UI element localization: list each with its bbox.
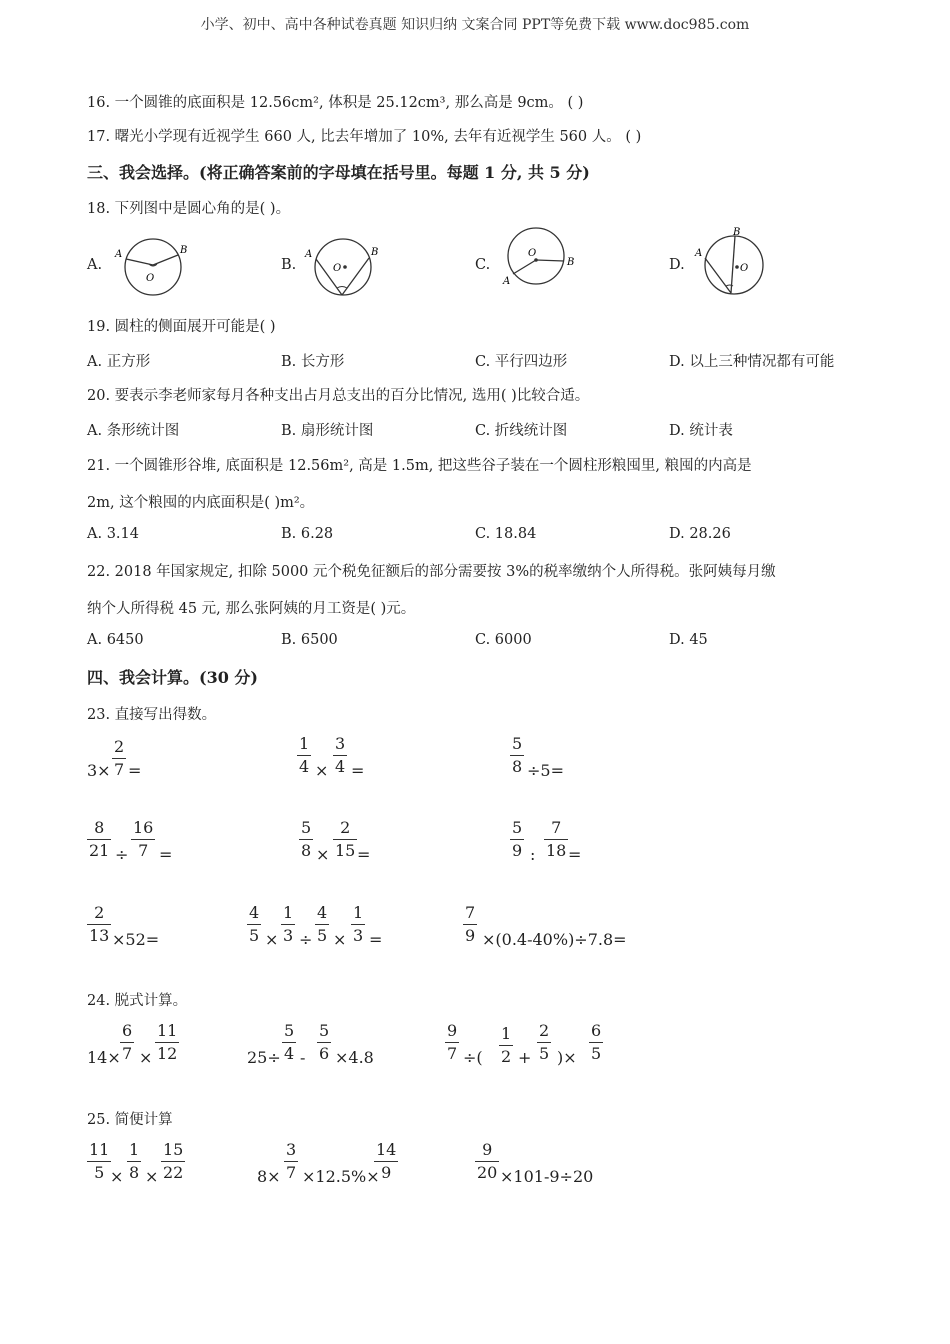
q22-option-a: A. 6450 [87, 632, 144, 648]
fraction: $\frac{6}{5}$ [591, 1021, 602, 1063]
q18-option-a: A. [87, 257, 103, 273]
fraction: $\frac{5}{8}$ [301, 818, 312, 860]
circle-figure-a [108, 234, 198, 304]
fraction: $\frac{5}{6}$ [319, 1021, 330, 1063]
expr-text: = [159, 845, 173, 864]
q21-option-b: B. 6.28 [281, 526, 334, 542]
expr-text: 14× [87, 1048, 121, 1067]
expr-text: × [265, 930, 279, 949]
q21-option-a: A. 3.14 [87, 526, 139, 542]
question-20: 20. 要表示李老师家每月各种支出占月总支出的百分比情况, 选用( )比较合适。 [87, 388, 590, 404]
fraction: $\frac{5}{8}$ [512, 734, 523, 776]
q21-option-c: C. 18.84 [475, 526, 537, 542]
fraction: $\frac{16}{7}$ [133, 818, 154, 860]
expr-text: × [333, 930, 347, 949]
fraction: $\frac{3}{4}$ [335, 734, 346, 776]
section-4-title: 四、我会计算。(30 分) [87, 668, 258, 687]
fraction: $\frac{7}{18}$ [546, 818, 567, 860]
question-21-line2: 2m, 这个粮囤的内底面积是( )m²。 [87, 495, 315, 511]
expr-text: = [128, 761, 142, 780]
expr-text: : [530, 845, 536, 864]
expr-text: ×52= [112, 930, 160, 949]
expr-text: ÷ [115, 845, 129, 864]
q20-option-a: A. 条形统计图 [87, 423, 180, 439]
fraction: $\frac{4}{5}$ [317, 903, 328, 945]
label-o: O [740, 263, 749, 274]
fraction: $\frac{11}{12}$ [157, 1021, 178, 1063]
page-header: 小学、初中、高中各种试卷真题 知识归纳 文案合同 PPT等免费下载 www.doc985.com [200, 17, 750, 33]
expr-text: ×(0.4-40%)÷7.8= [482, 930, 627, 949]
circle-figure-d [690, 226, 780, 298]
fraction: $\frac{2}{5}$ [539, 1021, 550, 1063]
fraction: $\frac{2}{13}$ [89, 903, 110, 945]
expr-text: 3× [87, 761, 111, 780]
fraction: $\frac{9}{20}$ [477, 1140, 498, 1182]
question-21-line1: 21. 一个圆锥形谷堆, 底面积是 12.56m², 高是 1.5m, 把这些谷子装在一个圆柱形粮囤里, 粮囤的内高是 [87, 458, 752, 474]
expr-text: ÷( [463, 1048, 483, 1067]
label-a: A [305, 249, 313, 260]
question-19: 19. 圆柱的侧面展开可能是( ) [87, 319, 276, 335]
fraction: $\frac{1}{8}$ [129, 1140, 140, 1182]
fraction: $\frac{15}{22}$ [163, 1140, 184, 1182]
expr-text: ÷5= [527, 761, 564, 780]
expr-text: × [315, 761, 329, 780]
fraction: $\frac{14}{9}$ [376, 1140, 397, 1182]
expr-text: × [316, 845, 330, 864]
expr-text: × [110, 1167, 124, 1186]
expr-text: ×12.5%× [302, 1167, 380, 1186]
fraction: $\frac{6}{7}$ [122, 1021, 133, 1063]
q19-option-a: A. 正方形 [87, 354, 151, 370]
label-o: O [528, 248, 537, 259]
label-b: B [371, 247, 379, 258]
expr-text: = [351, 761, 365, 780]
q19-option-d: D. 以上三种情况都有可能 [669, 354, 835, 370]
q22-option-c: C. 6000 [475, 632, 532, 648]
q18-option-b: B. [281, 257, 297, 273]
label-a: A [695, 248, 703, 259]
fraction: $\frac{4}{5}$ [249, 903, 260, 945]
q20-option-c: C. 折线统计图 [475, 423, 568, 439]
label-b: B [567, 257, 575, 268]
expr-text: ×101-9÷20 [500, 1167, 594, 1186]
circle-figure-c [495, 226, 585, 296]
question-17: 17. 曙光小学现有近视学生 660 人, 比去年增加了 10%, 去年有近视学生 560 人。 ( ) [87, 129, 642, 145]
q22-option-b: B. 6500 [281, 632, 338, 648]
expr-text: = [369, 930, 383, 949]
fraction: $\frac{1}{3}$ [353, 903, 364, 945]
question-24: 24. 脱式计算。 [87, 993, 188, 1009]
q19-option-b: B. 长方形 [281, 354, 345, 370]
fraction: $\frac{5}{4}$ [284, 1021, 295, 1063]
question-18: 18. 下列图中是圆心角的是( )。 [87, 201, 291, 217]
fraction: $\frac{2}{15}$ [335, 818, 356, 860]
q20-option-d: D. 统计表 [669, 423, 733, 439]
label-a: A [115, 249, 123, 260]
question-22-line2: 纳个人所得税 45 元, 那么张阿姨的月工资是( )元。 [87, 601, 416, 617]
fraction: $\frac{2}{7}$ [114, 737, 125, 779]
expr-text: )× [557, 1048, 577, 1067]
expr-text: ×4.8 [335, 1048, 374, 1067]
fraction: $\frac{3}{7}$ [286, 1140, 297, 1182]
q18-option-d: D. [669, 257, 685, 273]
fraction: $\frac{1}{3}$ [283, 903, 294, 945]
question-25: 25. 简便计算 [87, 1112, 173, 1128]
q18-option-c: C. [475, 257, 491, 273]
expr-text: = [568, 845, 582, 864]
fraction: $\frac{5}{9}$ [512, 818, 523, 860]
q22-option-d: D. 45 [669, 632, 708, 648]
label-b: B [733, 227, 741, 238]
fraction: $\frac{7}{9}$ [465, 903, 476, 945]
fraction: $\frac{11}{5}$ [89, 1140, 110, 1182]
fraction: $\frac{1}{4}$ [299, 734, 310, 776]
expr-text: ÷ [299, 930, 313, 949]
fraction: $\frac{8}{21}$ [89, 818, 110, 860]
section-3-title: 三、我会选择。(将正确答案前的字母填在括号里。每题 1 分, 共 5 分) [87, 163, 590, 182]
fraction: $\frac{1}{2}$ [501, 1024, 512, 1066]
expr-text: × [145, 1167, 159, 1186]
q20-option-b: B. 扇形统计图 [281, 423, 374, 439]
label-a: A [503, 276, 511, 287]
expr-text: + [518, 1048, 532, 1067]
circle-figure-b [300, 234, 390, 304]
expr-text: = [357, 845, 371, 864]
fraction: $\frac{9}{7}$ [447, 1021, 458, 1063]
question-22-line1: 22. 2018 年国家规定, 扣除 5000 元个税免征额后的部分需要按 3%的税率缴纳个人所得税。张阿姨每月缴 [87, 564, 776, 580]
q19-option-c: C. 平行四边形 [475, 354, 568, 370]
expr-text: 8× [257, 1167, 281, 1186]
question-23: 23. 直接写出得数。 [87, 707, 217, 723]
label-o: O [333, 263, 342, 274]
label-b: B [180, 245, 188, 256]
label-o: O [146, 273, 155, 284]
expr-text: × [139, 1048, 153, 1067]
question-16: 16. 一个圆锥的底面积是 12.56cm², 体积是 25.12cm³, 那么高是 9cm。 ( ) [87, 95, 584, 111]
q21-option-d: D. 28.26 [669, 526, 731, 542]
expr-text: 25÷ [247, 1048, 281, 1067]
expr-text: - [300, 1048, 306, 1067]
